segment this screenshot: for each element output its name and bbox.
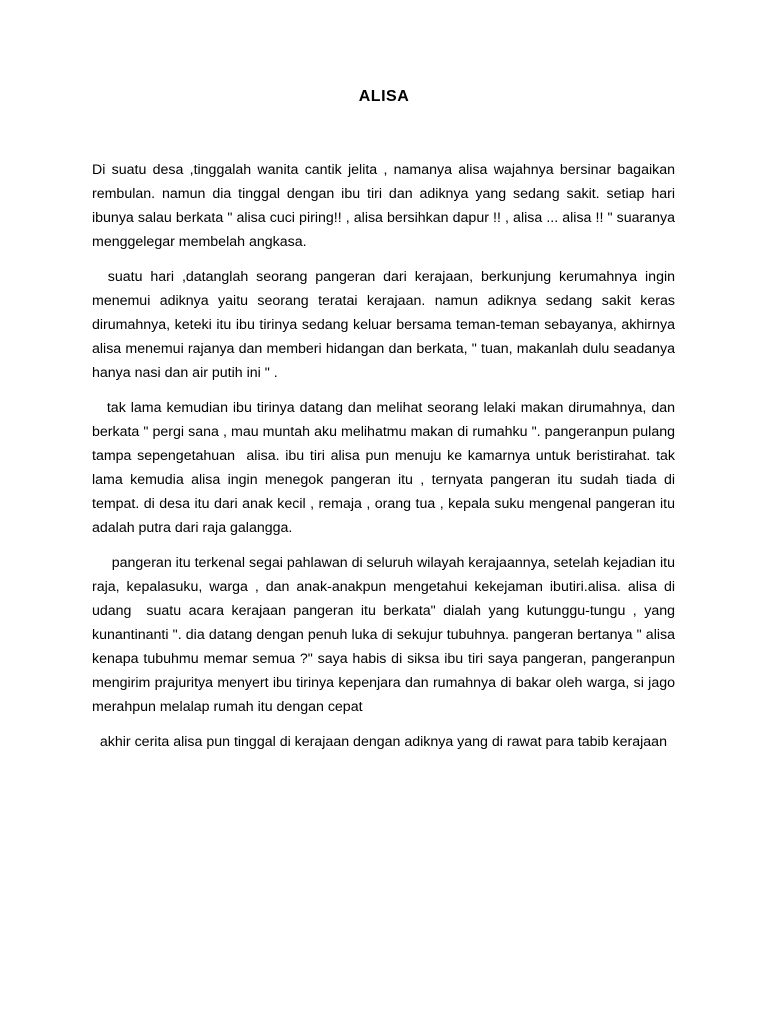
paragraph-1: Di suatu desa ,tinggalah wanita cantik jelita , namanya alisa wajahnya bersinar bagaikan rembulan. namun dia tinggal dengan ibu tiri dan adiknya yang sedang sakit. setiap hari ibunya salau berkata " alisa cuci piring!! , alisa bersihkan dapur !! , alisa ... alisa !! " suaranya menggelegar membelah angkasa.: [92, 162, 679, 250]
paragraph-5: akhir cerita alisa pun tinggal di kerajaan dengan adiknya yang di rawat para tabib kerajaan: [92, 734, 667, 750]
document-title: ALISA: [358, 88, 410, 105]
paragraph-3: tak lama kemudian ibu tirinya datang dan melihat seorang lelaki makan dirumahnya, dan berkata " pergi sana , mau muntah aku melihatmu makan di rumahku ". pangeranpun pulang tampa sepengetahuan alisa. ibu tiri alisa pun menuju ke kamarnya untuk beristirahat. tak lama kemudia alisa ingin menegok pangeran itu , ternyata pangeran itu sudah tiada di tempat. di desa itu dari anak kecil , remaja , orang tua , kepala suku mengenal pangeran itu adalah putra dari raja galangga.: [92, 400, 679, 536]
paragraph-2: suatu hari ,datanglah seorang pangeran dari kerajaan, berkunjung kerumahnya ingin menemui adiknya yaitu seorang teratai kerajaan. namun adiknya sedang sakit keras dirumahnya, keteki itu ibu tirinya sedang keluar bersama teman-teman sebayanya, akhirnya alisa menemui rajanya dan memberi hidangan dan berkata, " tuan, makanlah dulu seadanya hanya nasi dan air putih ini " .: [92, 269, 679, 381]
paragraph-4: pangeran itu terkenal segai pahlawan di seluruh wilayah kerajaannya, setelah kejadian itu raja, kepalasuku, warga , dan anak-anakpun mengetahui kekejaman ibutiri.alisa. alisa di udang suatu acara kerajaan pangeran itu berkata" dialah yang kutunggu-tungu , yang kunantinanti ". dia datang dengan penuh luka di sekujur tubuhnya. pangeran bertanya " alisa kenapa tubuhmu memar semua ?" saya habis di siksa ibu tiri saya pangeran, pangeranpun mengirim prajuritya menyert ibu tirinya kepenjara dan rumahnya di bakar oleh warga, si jago merahpun melalap rumah itu dengan cepat: [92, 555, 679, 715]
document-body: [92, 158, 679, 765]
